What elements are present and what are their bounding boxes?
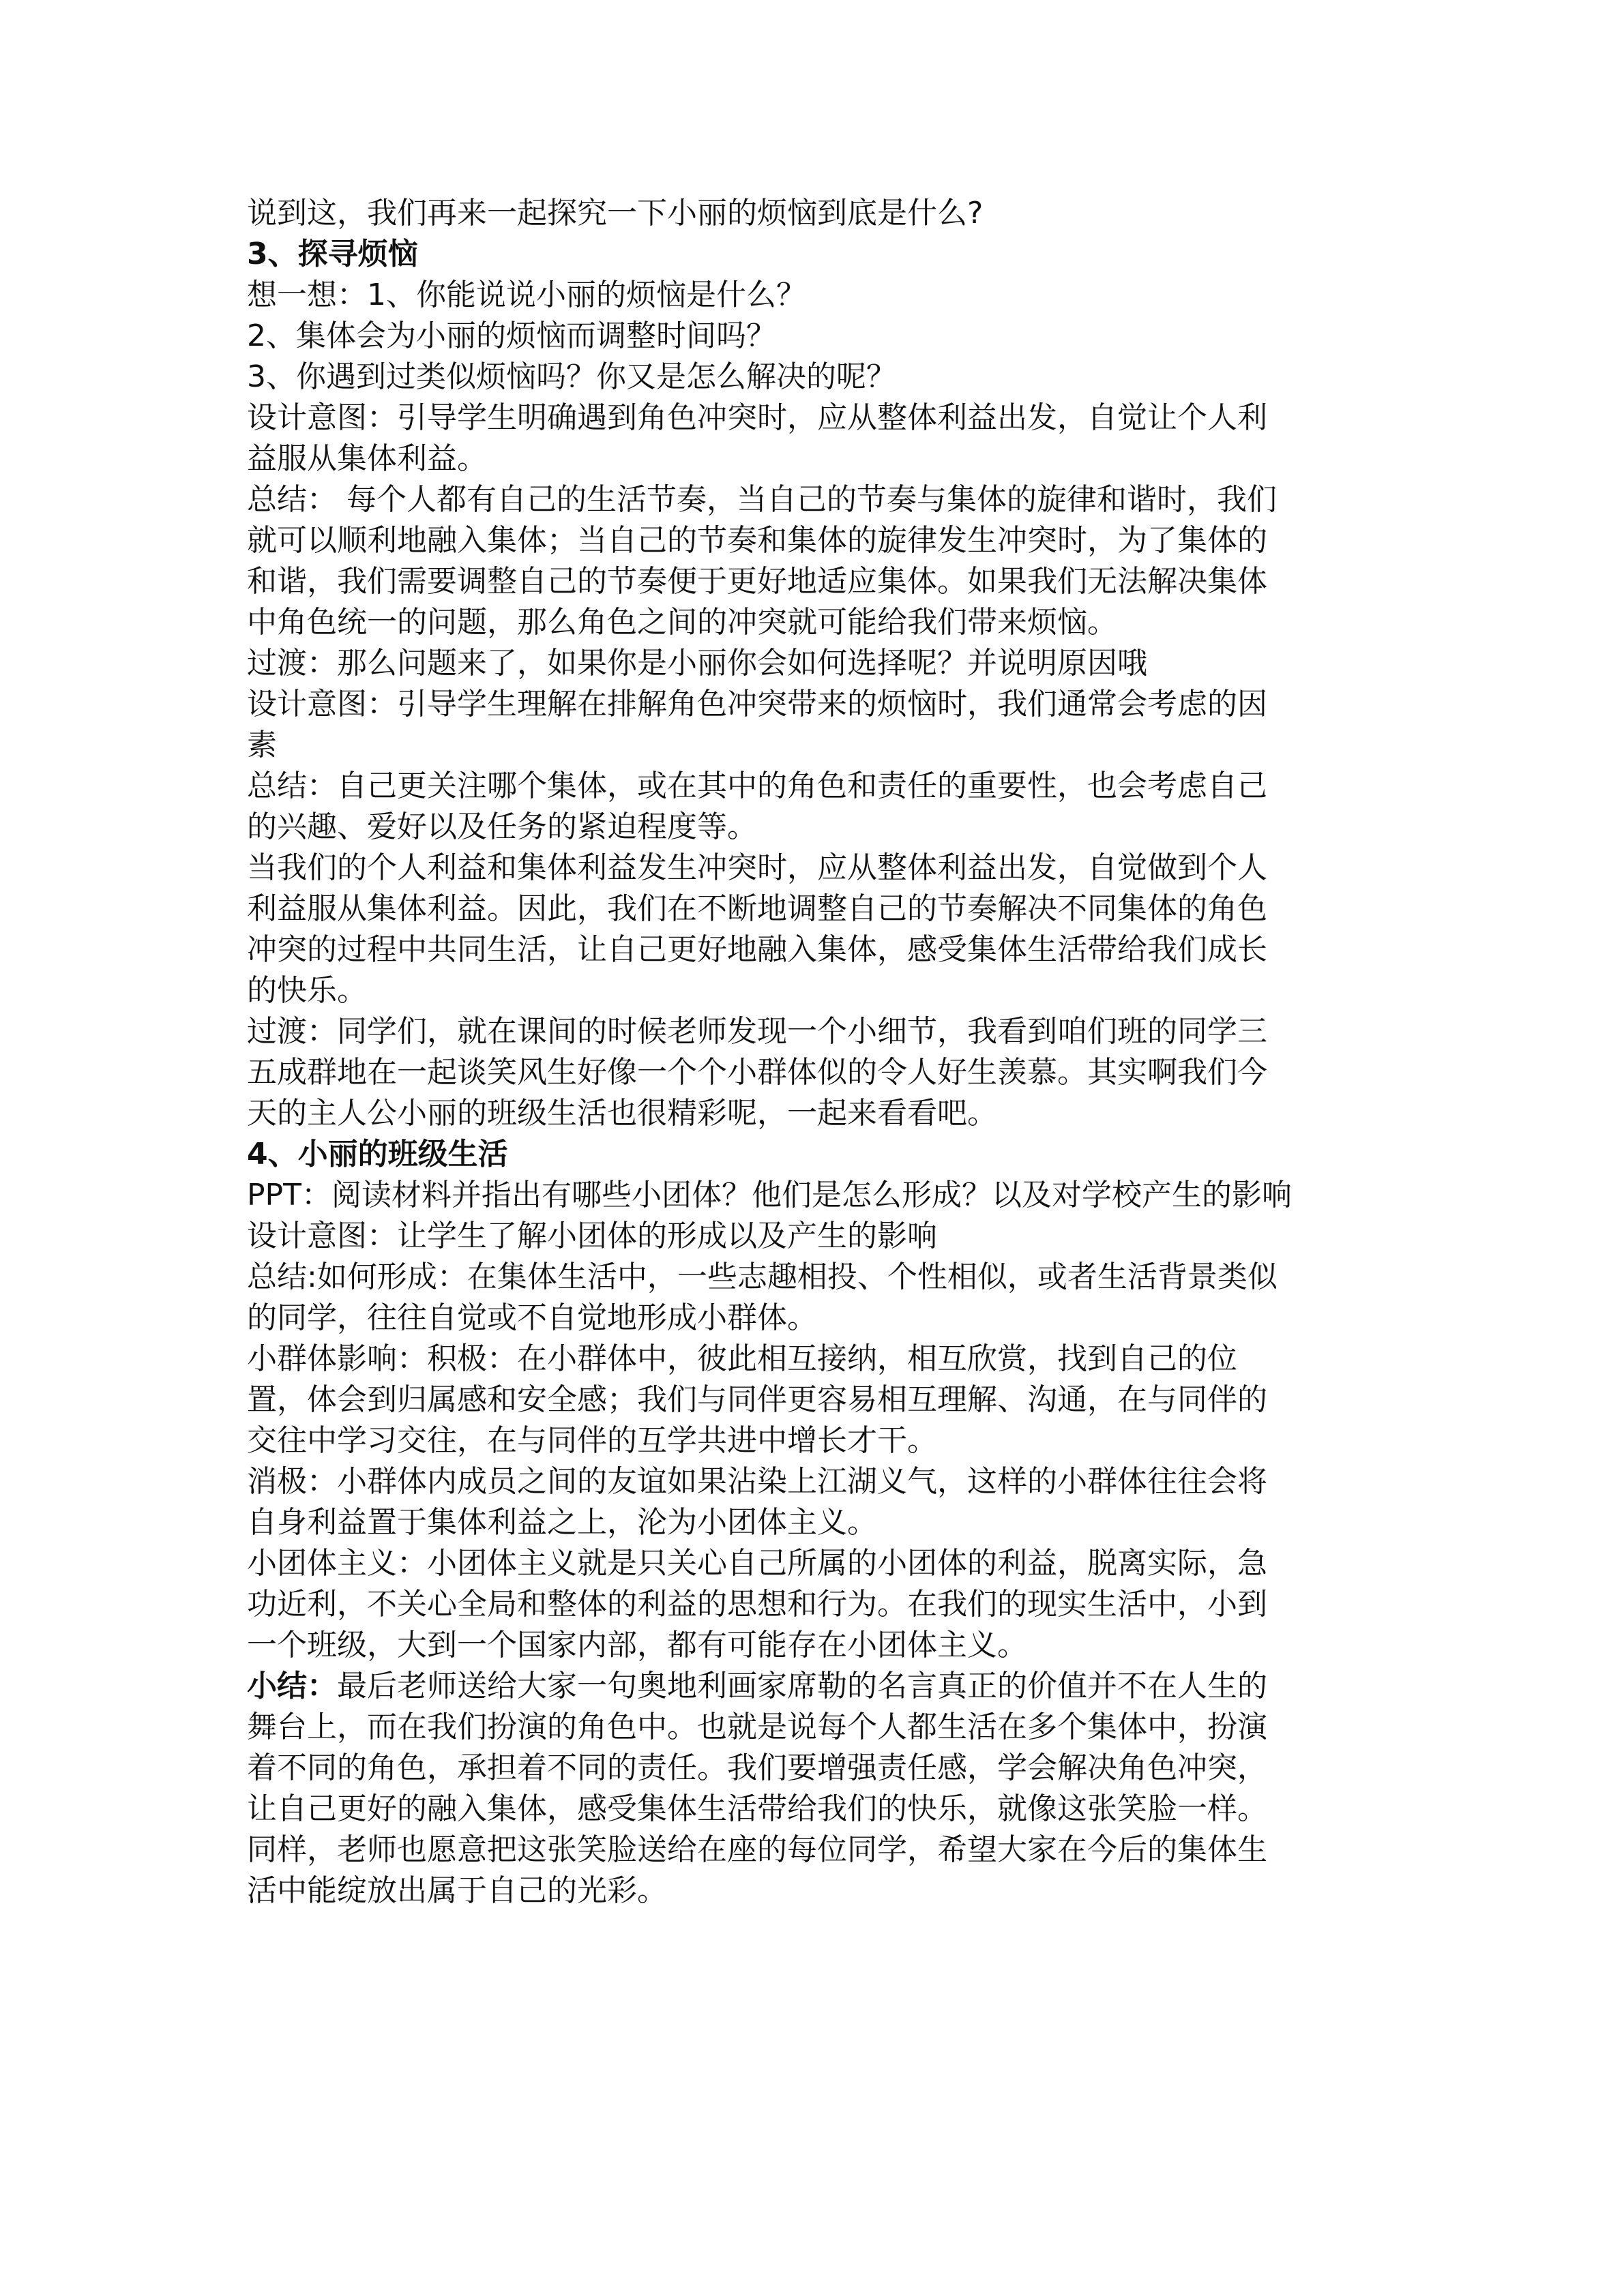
text-line: 的同学，往往自觉或不自觉地形成小群体。 bbox=[247, 1300, 817, 1335]
text-line: 和谐，我们需要调整自己的节奏便于更好地适应集体。如果我们无法解决集体 bbox=[247, 564, 1267, 599]
text-line: 设计意图：让学生了解小团体的形成以及产生的影响 bbox=[247, 1219, 937, 1253]
text-line: 同样，老师也愿意把这张笑脸送给在座的每位同学，希望大家在今后的集体生 bbox=[247, 1832, 1267, 1867]
text-line: 功近利，不关心全局和整体的利益的思想和行为。在我们的现实生活中，小到 bbox=[247, 1587, 1267, 1622]
document-body bbox=[247, 193, 1383, 1911]
text-line: 说到这，我们再来一起探究一下小丽的烦恼到底是什么? bbox=[247, 196, 984, 230]
text-line: 的快乐。 bbox=[247, 973, 367, 1008]
text-line: 的兴趣、爱好以及任务的紧迫程度等。 bbox=[247, 809, 757, 844]
text-line: 过渡：那么问题来了，如果你是小丽你会如何选择呢？并说明原因哦 bbox=[247, 646, 1147, 681]
text-line: 素 bbox=[247, 728, 277, 762]
text-line: 总结：自己更关注哪个集体，或在其中的角色和责任的重要性，也会考虑自己 bbox=[247, 769, 1267, 803]
text-line: 利益服从集体利益。因此，我们在不断地调整自己的节奏解决不同集体的角色 bbox=[247, 891, 1267, 926]
text-line: 设计意图：引导学生明确遇到角色冲突时，应从整体利益出发，自觉让个人利 bbox=[247, 400, 1267, 435]
text-line: 消极：小群体内成员之间的友谊如果沾染上江湖义气，这样的小群体往往会将 bbox=[247, 1464, 1267, 1499]
text-line: 过渡：同学们，就在课间的时候老师发现一个小细节，我看到咱们班的同学三 bbox=[247, 1014, 1267, 1049]
text-line: 总结： 每个人都有自己的生活节奏，当自己的节奏与集体的旋律和谐时，我们 bbox=[247, 482, 1277, 517]
text-line: 交往中学习交往，在与同伴的互学共进中增长才干。 bbox=[247, 1423, 937, 1458]
text-line: 着不同的角色，承担着不同的责任。我们要增强责任感，学会解决角色冲突， bbox=[247, 1750, 1267, 1785]
text-line: 舞台上，而在我们扮演的角色中。也就是说每个人都生活在多个集体中，扮演 bbox=[247, 1710, 1267, 1744]
text-line: 小团体主义：小团体主义就是只关心自己所属的小团体的利益，脱离实际，急 bbox=[247, 1546, 1267, 1581]
section-heading: 3、探寻烦恼 bbox=[247, 237, 418, 271]
section-heading: 4、小丽的班级生活 bbox=[247, 1137, 508, 1172]
text-line: 活中能绽放出属于自己的光彩。 bbox=[247, 1873, 667, 1908]
summary-line bbox=[247, 1666, 1383, 1707]
summary-lead: 小结： bbox=[247, 1669, 337, 1703]
text-line: 想一想：1、你能说说小丽的烦恼是什么？ bbox=[247, 278, 806, 312]
summary-text: 最后老师送给大家一句奥地利画家席勒的名言真正的价值并不在人生的 bbox=[337, 1669, 1267, 1703]
text-line: 冲突的过程中共同生活，让自己更好地融入集体，感受集体生活带给我们成长 bbox=[247, 932, 1267, 967]
text-line: 2、集体会为小丽的烦恼而调整时间吗？ bbox=[247, 318, 776, 353]
text-line: 让自己更好的融入集体，感受集体生活带给我们的快乐，就像这张笑脸一样。 bbox=[247, 1791, 1267, 1826]
text-line: 当我们的个人利益和集体利益发生冲突时，应从整体利益出发，自觉做到个人 bbox=[247, 850, 1267, 885]
text-line: 总结:如何形成：在集体生活中，一些志趣相投、个性相似，或者生活背景类似 bbox=[247, 1259, 1278, 1294]
text-line: 五成群地在一起谈笑风生好像一个个小群体似的令人好生羡慕。其实啊我们今 bbox=[247, 1055, 1267, 1090]
text-line: 小群体影响：积极：在小群体中，彼此相互接纳，相互欣赏，找到自己的位 bbox=[247, 1341, 1237, 1376]
text-line: 中角色统一的问题，那么角色之间的冲突就可能给我们带来烦恼。 bbox=[247, 605, 1117, 640]
text-line: 益服从集体利益。 bbox=[247, 441, 487, 476]
text-line: 3、你遇到过类似烦恼吗？你又是怎么解决的呢？ bbox=[247, 359, 896, 394]
text-line: 自身利益置于集体利益之上，沦为小团体主义。 bbox=[247, 1505, 877, 1540]
text-line: 一个班级，大到一个国家内部，都有可能存在小团体主义。 bbox=[247, 1628, 1027, 1663]
text-line: PPT：阅读材料并指出有哪些小团体？他们是怎么形成？以及对学校产生的影响 bbox=[247, 1178, 1292, 1212]
text-line: 设计意图：引导学生理解在排解角色冲突带来的烦恼时，我们通常会考虑的因 bbox=[247, 687, 1267, 721]
text-line: 天的主人公小丽的班级生活也很精彩呢，一起来看看吧。 bbox=[247, 1096, 997, 1131]
text-line: 就可以顺利地融入集体；当自己的节奏和集体的旋律发生冲突时，为了集体的 bbox=[247, 523, 1267, 558]
text-line: 置，体会到归属感和安全感；我们与同伴更容易相互理解、沟通，在与同伴的 bbox=[247, 1382, 1267, 1417]
